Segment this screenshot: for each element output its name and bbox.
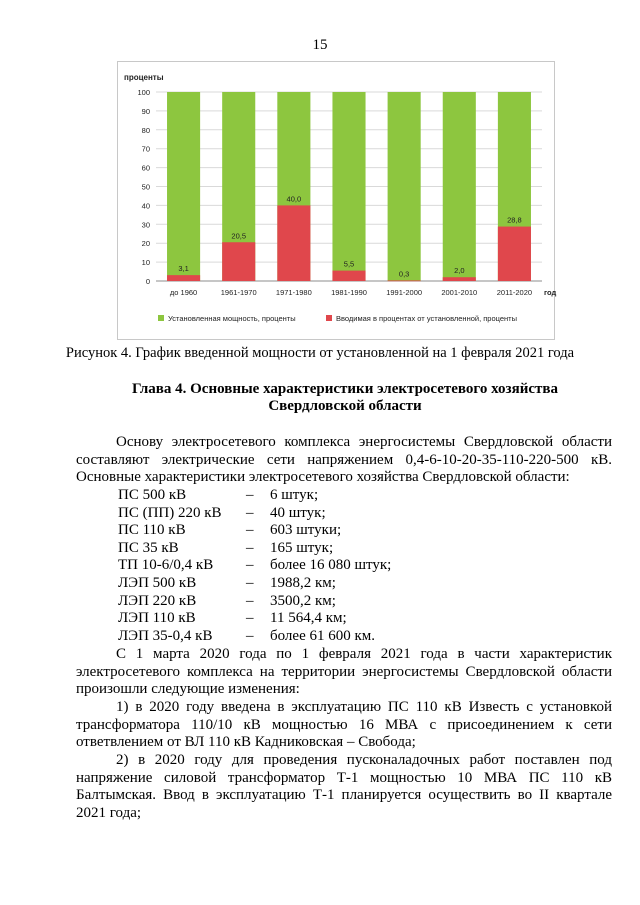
spec-name: ТП 10-6/0,4 кВ <box>118 557 214 574</box>
x-tick-label: до 1960 <box>169 288 198 297</box>
y-tick-label: 10 <box>141 258 150 268</box>
y-tick-label: 30 <box>141 220 150 230</box>
figure-caption: Рисунок 4. График введенной мощности от установленной на 1 февраля 2021 года <box>65 345 575 361</box>
bar-installed-capacity <box>388 92 421 281</box>
data-label: 20,5 <box>231 231 247 241</box>
spec-row <box>118 505 518 523</box>
spec-name: ЛЭП 110 кВ <box>118 610 196 627</box>
data-label: 40,0 <box>286 194 302 204</box>
x-tick-label: 1981-1990 <box>331 288 367 297</box>
bar-commissioned-capacity <box>388 280 421 281</box>
intro-paragraph: Основу электросетевого комплекса энергосистемы Свердловской области составляют электрические сети напряжением 0,4-6-10-20-35-110-220-500 кВ. Основные характеристики электросетевого хозяйства Свердловской области: <box>76 434 612 486</box>
legend-swatch-commissioned <box>326 315 332 321</box>
spec-value: 11 564,4 км; <box>270 610 347 627</box>
spec-dash: – <box>246 522 254 539</box>
data-label: 0,3 <box>398 269 410 279</box>
y-tick-label: 0 <box>145 277 150 286</box>
y-axis-label: проценты <box>124 73 164 82</box>
bar-chart <box>118 62 557 339</box>
spec-row <box>118 575 518 593</box>
spec-name: ПС 35 кВ <box>118 539 179 556</box>
bar-commissioned-capacity <box>332 271 365 281</box>
chapter-heading-line-2: Свердловской области <box>268 398 422 414</box>
spec-value: 603 штуки; <box>270 522 342 539</box>
spec-name: ПС 500 кВ <box>118 487 187 503</box>
x-tick-label: 1991-2000 <box>386 288 423 297</box>
spec-name: ЛЭП 500 кВ <box>118 574 197 591</box>
spec-row <box>118 628 518 646</box>
chapter-heading-line-1: Глава 4. Основные характеристики электросетевого хозяйства <box>132 381 558 397</box>
spec-row <box>118 540 518 558</box>
spec-row <box>118 610 518 628</box>
data-label: 3,1 <box>178 264 189 274</box>
bar-commissioned-capacity <box>498 227 531 281</box>
spec-value: 6 штук; <box>270 487 319 503</box>
spec-value: более 16 080 штук; <box>270 557 392 574</box>
changes-paragraph: С 1 марта 2020 года по 1 февраля 2021 года в части характеристик электросетевого комплекса на территории энергосистемы Свердловской области произошли следующие изменения: <box>76 646 612 698</box>
spec-dash: – <box>246 627 254 644</box>
spec-dash: – <box>246 487 254 503</box>
change-item-1: 1) в 2020 году введена в эксплуатацию ПС 110 кВ Известь с установкой трансформатора 110/10 кВ мощностью 16 МВА с присоединением к сети ответвлением от ВЛ 110 кВ Кадниковская – Свобода; <box>76 699 612 751</box>
bar-installed-capacity <box>167 92 200 281</box>
bar-commissioned-capacity <box>443 277 476 281</box>
spec-dash: – <box>246 504 254 521</box>
spec-dash: – <box>246 574 254 591</box>
spec-dash: – <box>246 592 254 609</box>
spec-dash: – <box>246 557 254 574</box>
spec-dash: – <box>246 539 254 556</box>
spec-name: ПС (ПП) 220 кВ <box>118 504 222 521</box>
spec-value: 1988,2 км; <box>270 574 336 591</box>
y-tick-label: 100 <box>137 88 150 97</box>
spec-value: 165 штук; <box>270 539 334 556</box>
spec-name: ЛЭП 35-0,4 кВ <box>118 627 213 644</box>
y-tick-label: 20 <box>141 239 150 249</box>
bar-installed-capacity <box>443 92 476 281</box>
spec-row <box>118 487 518 505</box>
x-tick-label: 1961-1970 <box>220 288 257 297</box>
chart-frame <box>117 61 555 340</box>
y-tick-label: 70 <box>141 144 150 154</box>
x-tick-label: 1971-1980 <box>275 288 312 297</box>
y-tick-label: 40 <box>141 201 150 211</box>
bar-installed-capacity <box>332 92 365 281</box>
x-tick-label: 2001-2010 <box>441 288 478 297</box>
spec-row <box>118 557 518 575</box>
y-tick-label: 80 <box>141 125 150 135</box>
spec-value: 3500,2 км; <box>270 592 336 609</box>
data-label: 2,0 <box>454 266 465 276</box>
spec-row <box>118 593 518 611</box>
y-tick-label: 60 <box>141 163 150 173</box>
spec-name: ЛЭП 220 кВ <box>118 592 197 609</box>
spec-dash: – <box>246 610 254 627</box>
spec-value: более 61 600 км. <box>270 627 376 644</box>
bar-commissioned-capacity <box>167 275 200 281</box>
y-tick-label: 90 <box>141 106 150 116</box>
y-tick-label: 50 <box>141 182 150 192</box>
bar-commissioned-capacity <box>277 205 310 281</box>
page-number: 15 <box>312 37 328 53</box>
chapter-heading <box>80 381 610 415</box>
spec-list <box>118 487 518 645</box>
spec-value: 40 штук; <box>270 504 326 521</box>
spec-name: ПС 110 кВ <box>118 522 186 539</box>
bar-commissioned-capacity <box>222 242 255 281</box>
x-tick-label: 2011-2020 <box>496 288 533 297</box>
legend-label-installed: Установленная мощность, проценты <box>168 314 296 323</box>
x-axis-label: год <box>544 288 557 297</box>
legend-label-commissioned: Вводимая в процентах от установленной, проценты <box>336 314 517 323</box>
legend-swatch-installed <box>158 315 164 321</box>
data-label: 28,8 <box>507 215 522 225</box>
spec-row <box>118 522 518 540</box>
change-item-2: 2) в 2020 году для проведения пусконаладочных работ поставлен под напряжение силовой трансформатор Т-1 мощностью 10 МВА ПС 110 кВ Балтымская. Ввод в эксплуатацию Т-1 планируется осуществить во II квартале 2021 года; <box>76 752 612 821</box>
data-label: 5,5 <box>343 259 355 269</box>
